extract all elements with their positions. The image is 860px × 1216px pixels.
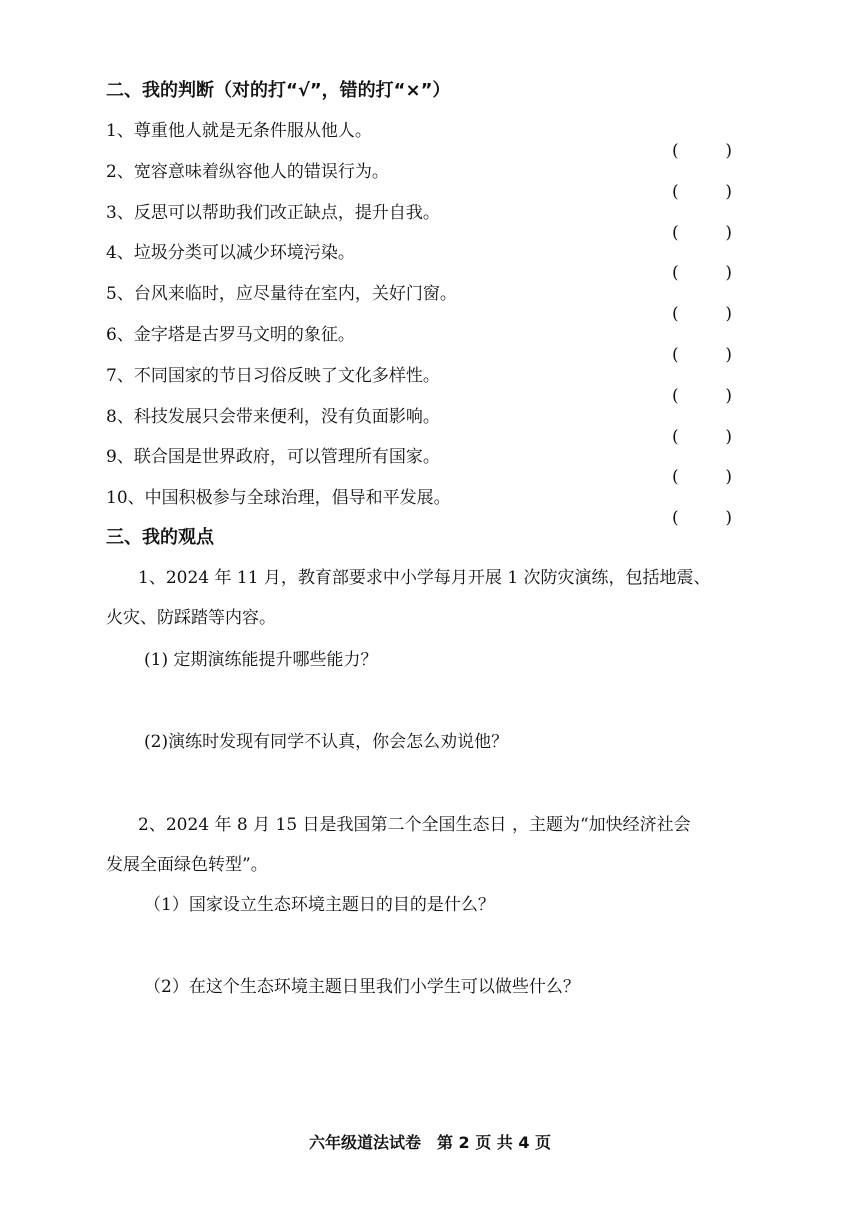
section-3-title: 三、我的观点	[106, 527, 214, 548]
judgement-item-number: 10、	[106, 488, 145, 509]
answer-blank-open: (	[672, 141, 679, 161]
answer-blank-open: (	[672, 222, 679, 243]
question-2-line-1: 2、2024 年 8 月 15 日是我国第二个全国生态日 ，主题为“加快经济社会	[138, 815, 691, 835]
judgement-item-text: 宽容意味着纵容他人的错误行为。	[133, 161, 389, 182]
judgement-item-text: 中国积极参与全球治理，倡导和平发展。	[144, 488, 451, 509]
judgement-item-text: 科技发展只会带来便利，没有负面影响。	[133, 406, 440, 427]
answer-blank-open: (	[672, 263, 679, 284]
judgement-item	[106, 442, 746, 488]
judgement-item	[106, 238, 746, 284]
judgement-item	[106, 279, 746, 325]
judgement-item-number: 4、	[106, 243, 134, 264]
judgement-item	[106, 157, 746, 202]
judgement-item	[106, 198, 746, 243]
answer-blank-close: )	[725, 385, 732, 406]
judgement-item-number: 2、	[106, 161, 134, 182]
judgement-item	[106, 116, 746, 161]
question-1-line-1: 1、2024 年 11 月，教育部要求中小学每月开展 1 次防灾演练，包括地震、	[138, 568, 711, 588]
answer-blank-open: (	[672, 385, 679, 406]
judgement-item	[106, 320, 746, 365]
judgement-item-number: 5、	[106, 284, 134, 305]
question-2-line-2: 发展全面绿色转型”。	[106, 855, 268, 875]
answer-blank-open: (	[672, 181, 679, 202]
answer-blank-close: )	[725, 426, 732, 447]
judgement-item	[106, 361, 746, 406]
judgement-item-text: 不同国家的节日习俗反映了文化多样性。	[133, 365, 440, 386]
judgement-item-text: 联合国是世界政府，可以管理所有国家。	[133, 447, 440, 468]
page-footer: 六年级道法试卷 第 2 页 共 4 页	[308, 1133, 552, 1152]
judgement-item-number: 1、	[106, 121, 134, 141]
answer-blank[interactable]	[672, 508, 732, 528]
answer-blank-close: )	[725, 263, 732, 284]
judgement-item	[106, 402, 746, 447]
question-2-sub-2: （2）在这个生态环境主题日里我们小学生可以做些什么？	[144, 977, 580, 997]
answer-blank-close: )	[725, 345, 732, 365]
question-1-line-2: 火灾、防踩踏等内容。	[106, 608, 276, 628]
answer-blank-close: )	[725, 181, 732, 202]
judgement-item-text: 尊重他人就是无条件服从他人。	[133, 121, 372, 141]
answer-blank-close: )	[725, 508, 732, 529]
judgement-item-number: 6、	[106, 325, 134, 345]
answer-blank-close: )	[725, 467, 732, 488]
answer-blank-open: (	[672, 508, 679, 529]
answer-blank-close: )	[725, 141, 732, 161]
answer-blank-open: (	[672, 426, 679, 447]
judgement-item-number: 7、	[106, 365, 134, 386]
answer-blank-open: (	[672, 304, 679, 325]
judgement-item-number: 8、	[106, 406, 134, 427]
judgement-item-text: 台风来临时，应尽量待在室内，关好门窗。	[133, 284, 457, 305]
question-1-sub-1: (1) 定期演练能提升哪些能力？	[144, 650, 378, 670]
answer-blank-close: )	[725, 304, 732, 325]
answer-blank-close: )	[725, 222, 732, 243]
question-2-sub-1: （1）国家设立生态环境主题日的目的是什么？	[144, 895, 495, 915]
judgement-item-text: 金字塔是古罗马文明的象征。	[133, 325, 355, 345]
section-2-title: 二、我的判断（对的打“√”，错的打“×”）	[106, 80, 451, 101]
judgement-item-text: 垃圾分类可以减少环境污染。	[133, 243, 355, 264]
judgement-item	[106, 483, 746, 529]
judgement-item-number: 3、	[106, 202, 134, 223]
judgement-item-number: 9、	[106, 447, 134, 468]
judgement-item-text: 反思可以帮助我们改正缺点，提升自我。	[133, 202, 440, 223]
answer-blank-open: (	[672, 467, 679, 488]
answer-blank-open: (	[672, 345, 679, 365]
question-1-sub-2: (2)演练时发现有同学不认真，你会怎么劝说他？	[144, 732, 509, 752]
